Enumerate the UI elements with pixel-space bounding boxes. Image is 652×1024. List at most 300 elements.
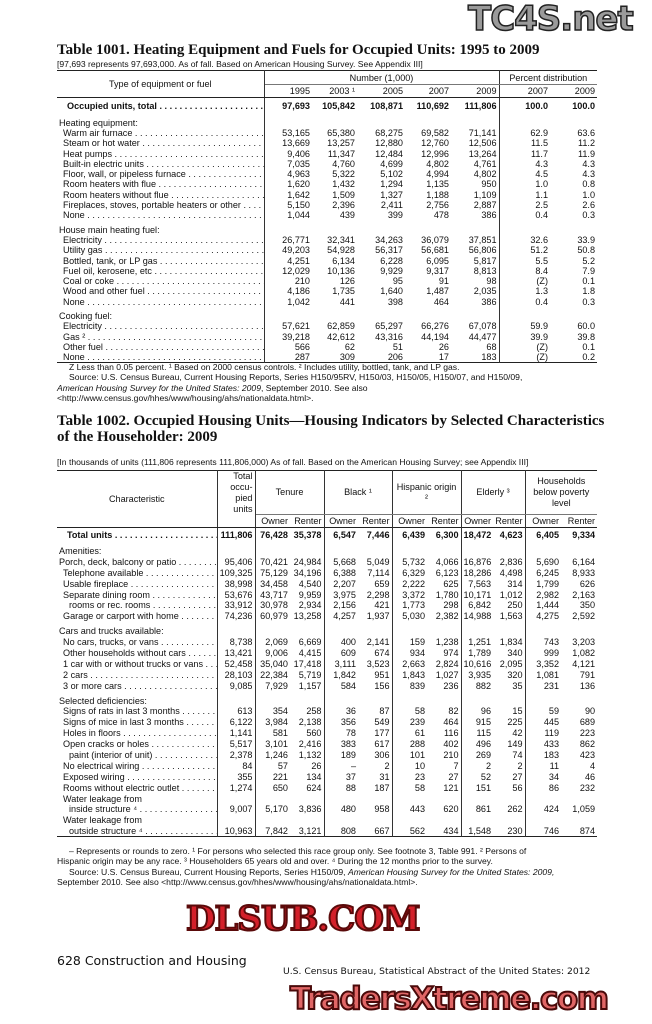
cell: 2,095 bbox=[493, 658, 525, 669]
cell: 974 bbox=[427, 648, 461, 659]
cell: 5,732 bbox=[402, 556, 426, 567]
cell: 71,141 bbox=[451, 128, 499, 138]
source-line: Source: U.S. Census Bureau, Current Housing Reports, Series H150/95RV, H150/03, H150/05, H150/07, and H150/09, bbox=[69, 372, 523, 383]
cell bbox=[392, 626, 427, 637]
cell: 386 bbox=[451, 210, 499, 220]
cell: 1.0 bbox=[582, 189, 596, 200]
cell: 3,372 bbox=[402, 589, 426, 600]
cell: 383 bbox=[340, 739, 356, 750]
cell bbox=[264, 118, 312, 128]
cell: 7,035 bbox=[287, 158, 310, 169]
cell: 10 bbox=[414, 760, 426, 771]
cell: 882 bbox=[475, 680, 492, 691]
row-label: None . . . bbox=[57, 352, 264, 363]
cell bbox=[493, 695, 525, 706]
cell bbox=[290, 546, 324, 557]
cell: 4,251 bbox=[287, 255, 310, 266]
cell bbox=[405, 311, 451, 321]
cell: 18,472 bbox=[463, 529, 492, 540]
cell: 433 bbox=[543, 739, 560, 750]
cell: 60.0 bbox=[577, 321, 596, 332]
column-group-number: Number (1,000) bbox=[264, 71, 499, 85]
cell: 4,066 bbox=[427, 556, 461, 567]
row-label: Open cracks or holes . . . bbox=[57, 739, 217, 750]
cell: 2,298 bbox=[358, 589, 392, 600]
cell: 398 bbox=[387, 296, 403, 307]
cell: (Z) bbox=[536, 276, 549, 287]
cell: 3,836 bbox=[290, 804, 324, 815]
cell: 97,693 bbox=[282, 100, 310, 111]
cell bbox=[499, 311, 550, 321]
table-row bbox=[57, 342, 597, 352]
cell: 134 bbox=[290, 771, 324, 782]
cell: 34,196 bbox=[290, 567, 324, 578]
source-title: American Housing Survey for the United States: 2009 bbox=[57, 382, 261, 393]
cell: 30,978 bbox=[260, 600, 288, 611]
source-line: September 2010. See also <http://www.census.gov/hhes/www/housing/ahs/nationaldata.html>. bbox=[57, 877, 418, 888]
row-label: 2 cars . . . bbox=[57, 669, 217, 680]
row-label: Total units . . . bbox=[57, 528, 217, 542]
cell: 560 bbox=[290, 728, 324, 739]
cell: 7 bbox=[427, 760, 461, 771]
cell: 98 bbox=[451, 276, 499, 286]
cell bbox=[405, 224, 451, 234]
cell: 16,876 bbox=[463, 556, 492, 567]
cell: 59.9 bbox=[530, 321, 549, 332]
table-row bbox=[57, 804, 597, 815]
cell: 10,171 bbox=[463, 589, 492, 600]
footnote: Hispanic origin may be any race. ³ Householders 65 years old and over. ⁴ During the 12 months prior to the survey. bbox=[57, 856, 493, 867]
cell: 65,380 bbox=[327, 127, 355, 138]
row-label: Fuel oil, kerosene, etc . . . bbox=[57, 266, 264, 276]
cell: 156 bbox=[358, 680, 392, 691]
cell bbox=[217, 626, 255, 637]
cell: 6,842 bbox=[468, 600, 492, 611]
cell: 2,887 bbox=[451, 200, 499, 210]
cell bbox=[358, 546, 392, 557]
cell bbox=[493, 793, 525, 804]
cell: 5,102 bbox=[380, 169, 403, 180]
cell: 10,963 bbox=[217, 826, 255, 837]
cell: 177 bbox=[358, 728, 392, 739]
cell: 2,035 bbox=[451, 286, 499, 296]
cell: 24,984 bbox=[290, 556, 324, 567]
year-header: 2009 bbox=[574, 86, 596, 96]
cell bbox=[525, 815, 561, 826]
cell bbox=[392, 546, 427, 557]
cell: 2.5 bbox=[535, 200, 549, 211]
cell: 2,411 bbox=[380, 200, 403, 211]
cell: 17,418 bbox=[290, 658, 324, 669]
cell: 23 bbox=[414, 771, 426, 782]
cell bbox=[499, 224, 550, 234]
cell bbox=[217, 815, 255, 826]
cell: 33.9 bbox=[577, 234, 596, 245]
cell: 56,681 bbox=[421, 245, 449, 256]
row-label: Room heaters without flue . . . bbox=[57, 190, 264, 200]
cell: 210 bbox=[294, 276, 310, 287]
cell: 15 bbox=[493, 706, 525, 717]
cell bbox=[358, 695, 392, 706]
cell bbox=[324, 815, 358, 826]
table-row bbox=[57, 190, 597, 200]
table-row bbox=[57, 98, 597, 114]
cell: 4,275 bbox=[536, 611, 560, 622]
cell: 402 bbox=[427, 739, 461, 750]
cell bbox=[461, 695, 493, 706]
cell: 6,123 bbox=[427, 567, 461, 578]
cell: 3,101 bbox=[265, 739, 288, 750]
cell: 5,817 bbox=[451, 255, 499, 265]
cell: 4,257 bbox=[333, 611, 356, 622]
column-group-header: Black ¹ bbox=[324, 471, 392, 515]
table-row bbox=[57, 793, 597, 804]
cell: 1,620 bbox=[287, 179, 310, 190]
cell: 5,170 bbox=[265, 804, 288, 815]
cell bbox=[324, 546, 358, 557]
cell: 223 bbox=[579, 728, 596, 739]
cell: 42,612 bbox=[327, 331, 355, 342]
cell: 5.2 bbox=[582, 255, 596, 266]
cell: 5.5 bbox=[535, 255, 549, 266]
column-group-header: Elderly ³ bbox=[461, 471, 525, 515]
cell: 14,988 bbox=[463, 611, 492, 622]
cell: 12,506 bbox=[451, 138, 499, 148]
cell: 2,382 bbox=[427, 611, 461, 622]
cell: 101 bbox=[409, 749, 426, 760]
year-header: 2005 bbox=[382, 86, 403, 96]
section-heading bbox=[57, 311, 597, 321]
cell: 613 bbox=[217, 706, 255, 717]
cell: 2,982 bbox=[536, 589, 560, 600]
cell: 386 bbox=[451, 297, 499, 307]
cell: 689 bbox=[579, 717, 596, 728]
row-label: Holes in floors . . . bbox=[57, 728, 217, 739]
cell: 581 bbox=[272, 728, 288, 739]
cell: 1,059 bbox=[572, 804, 596, 815]
table-row bbox=[57, 138, 597, 148]
row-label: None . . . bbox=[57, 297, 264, 307]
cell: 105,842 bbox=[322, 100, 355, 111]
cell: 183 bbox=[451, 352, 499, 363]
cell: 46 bbox=[584, 771, 596, 782]
cell bbox=[525, 546, 561, 557]
cell: 399 bbox=[387, 210, 403, 221]
cell: 808 bbox=[340, 825, 356, 836]
cell: 1,773 bbox=[402, 600, 426, 611]
cell: 75,129 bbox=[260, 567, 288, 578]
cell: 111,806 bbox=[217, 528, 255, 542]
row-label: Occupied units, total . . . bbox=[57, 98, 264, 114]
cell: 262 bbox=[493, 804, 525, 815]
cell: 1,789 bbox=[468, 647, 492, 658]
cell: 4,760 bbox=[332, 158, 355, 169]
table-row bbox=[57, 826, 597, 837]
row-label: Other households without cars . . . bbox=[57, 648, 217, 659]
cell: 4,994 bbox=[426, 169, 449, 180]
cell: 10,136 bbox=[327, 265, 355, 276]
year-header: 2007 bbox=[527, 86, 549, 96]
cell: 2,416 bbox=[290, 739, 324, 750]
footnote: – Represents or rounds to zero. ¹ For persons who selected this race group only. See footnote 3, Table 991. ² Persons of bbox=[69, 846, 527, 856]
cell: 1,238 bbox=[427, 637, 461, 648]
column-group-header: Tenure bbox=[255, 471, 324, 515]
cell: 4,623 bbox=[493, 528, 525, 542]
cell: 2,138 bbox=[290, 717, 324, 728]
cell: 464 bbox=[433, 296, 449, 307]
cell: 340 bbox=[493, 648, 525, 659]
row-label: inside structure ⁴ . . . bbox=[57, 804, 217, 815]
cell bbox=[324, 626, 358, 637]
cell: 1,294 bbox=[380, 179, 403, 190]
cell: 9,929 bbox=[380, 265, 403, 276]
cell: 1,246 bbox=[265, 749, 288, 760]
cell: 96 bbox=[480, 706, 492, 717]
table-1002 bbox=[57, 470, 597, 837]
cell: 1,843 bbox=[402, 669, 426, 680]
row-label: Utility gas . . . bbox=[57, 245, 264, 255]
cell: 624 bbox=[290, 782, 324, 793]
cell: 1,327 bbox=[380, 189, 403, 200]
cell: 1,082 bbox=[572, 647, 596, 658]
cell: 17 bbox=[438, 352, 449, 363]
cell: 110,692 bbox=[416, 100, 449, 111]
cell bbox=[357, 118, 405, 128]
cell: 4,963 bbox=[287, 169, 310, 180]
table-row bbox=[57, 658, 597, 669]
row-label: Water leakage from bbox=[57, 793, 217, 804]
cell: 7,446 bbox=[358, 528, 392, 542]
cell: 12,760 bbox=[421, 138, 449, 149]
renter-header: Renter bbox=[290, 515, 324, 528]
cell: 236 bbox=[427, 680, 461, 691]
cell: 496 bbox=[475, 739, 492, 750]
owner-header: Owner bbox=[464, 516, 492, 526]
row-label: None . . . bbox=[57, 210, 264, 220]
cell bbox=[427, 815, 461, 826]
cell: 67,078 bbox=[451, 321, 499, 331]
table-row bbox=[57, 680, 597, 691]
cell: 2,069 bbox=[265, 637, 288, 648]
cell bbox=[493, 815, 525, 826]
cell: 32.6 bbox=[530, 234, 549, 245]
cell: 625 bbox=[427, 578, 461, 589]
cell: 32,341 bbox=[327, 234, 355, 245]
cell: 70,421 bbox=[260, 556, 288, 567]
cell: 3,121 bbox=[290, 826, 324, 837]
cell: 74,236 bbox=[217, 611, 255, 622]
cell: 620 bbox=[427, 804, 461, 815]
cell: 60,979 bbox=[260, 611, 288, 622]
cell: 6,329 bbox=[402, 567, 426, 578]
cell: 562 bbox=[409, 825, 426, 836]
cell: 86 bbox=[548, 782, 560, 793]
cell: 1,642 bbox=[287, 189, 310, 200]
table-row bbox=[57, 611, 597, 622]
table-row bbox=[57, 245, 597, 255]
cell: 2,156 bbox=[333, 600, 356, 611]
cell: 54,928 bbox=[327, 245, 355, 256]
row-label: Wood and other fuel . . . bbox=[57, 286, 264, 296]
cell bbox=[312, 311, 357, 321]
page-footer-right: U.S. Census Bureau, Statistical Abstract of the United States: 2012 bbox=[283, 966, 591, 977]
cell bbox=[392, 815, 427, 826]
cell: 8.4 bbox=[535, 265, 549, 276]
cell bbox=[525, 695, 561, 706]
cell: 6,547 bbox=[333, 529, 356, 540]
row-label: Electricity . . . bbox=[57, 321, 264, 331]
cell: 7.9 bbox=[582, 265, 596, 276]
cell: 189 bbox=[340, 749, 356, 760]
cell: 320 bbox=[493, 669, 525, 680]
cell: 27 bbox=[493, 771, 525, 782]
row-label: Cars and trucks available: bbox=[57, 626, 217, 637]
cell: 1.8 bbox=[582, 286, 596, 297]
cell: 609 bbox=[340, 647, 356, 658]
cell bbox=[255, 626, 290, 637]
cell: 650 bbox=[272, 782, 288, 793]
cell: 34,263 bbox=[375, 234, 403, 245]
renter-header: Renter bbox=[358, 515, 392, 528]
cell: 1.3 bbox=[535, 286, 549, 297]
cell: 314 bbox=[493, 578, 525, 589]
section-heading bbox=[57, 695, 597, 706]
cell: 2,824 bbox=[427, 658, 461, 669]
cell: 2,934 bbox=[290, 600, 324, 611]
row-label: paint (interior of unit) . . . bbox=[57, 750, 217, 761]
cell bbox=[451, 118, 499, 128]
cell: 2 bbox=[485, 760, 492, 771]
table-row bbox=[57, 589, 597, 600]
cell: 95,406 bbox=[217, 556, 255, 567]
cell: 62,859 bbox=[327, 321, 355, 332]
cell: 206 bbox=[387, 352, 403, 363]
column-header-total: Total occu- pied units bbox=[217, 471, 255, 528]
cell: 34,458 bbox=[260, 578, 288, 589]
cell: 119 bbox=[544, 728, 560, 739]
cell: 4,802 bbox=[451, 169, 499, 179]
row-label: Other fuel . . . bbox=[57, 342, 264, 352]
cell: 37 bbox=[345, 771, 356, 782]
cell: 958 bbox=[358, 804, 392, 815]
cell: 13,264 bbox=[451, 148, 499, 158]
cell bbox=[461, 546, 493, 557]
row-label: Selected deficiencies: bbox=[57, 695, 217, 706]
cell: 2,592 bbox=[572, 611, 596, 622]
cell bbox=[493, 546, 525, 557]
cell: 1,735 bbox=[332, 286, 355, 297]
cell: 26 bbox=[290, 760, 324, 771]
cell bbox=[290, 695, 324, 706]
cell: 61 bbox=[414, 728, 426, 739]
cell bbox=[312, 224, 357, 234]
cell: 58 bbox=[414, 782, 426, 793]
cell: 0.4 bbox=[535, 210, 549, 221]
cell: 9,406 bbox=[287, 148, 310, 159]
cell: 0.8 bbox=[582, 179, 596, 190]
cell: 617 bbox=[358, 739, 392, 750]
cell: 2,163 bbox=[572, 589, 596, 600]
cell: 11.7 bbox=[530, 148, 549, 159]
renter-header: Renter bbox=[427, 515, 461, 528]
table-row bbox=[57, 128, 597, 138]
cell: 187 bbox=[358, 782, 392, 793]
cell: 27 bbox=[427, 771, 461, 782]
cell: 12,996 bbox=[421, 148, 449, 159]
cell: 1,109 bbox=[451, 190, 499, 200]
cell: 464 bbox=[427, 717, 461, 728]
cell: 915 bbox=[475, 717, 492, 728]
cell: 57 bbox=[277, 760, 288, 771]
cell: 7,929 bbox=[265, 680, 288, 691]
cell bbox=[525, 626, 561, 637]
row-label: Water leakage from bbox=[57, 815, 217, 826]
cell: 36 bbox=[345, 706, 356, 717]
table-row bbox=[57, 148, 597, 158]
cell: 288 bbox=[409, 739, 426, 750]
cell bbox=[451, 224, 499, 234]
table-row bbox=[57, 528, 597, 542]
cell: 6,245 bbox=[536, 567, 560, 578]
cell bbox=[255, 695, 290, 706]
cell: 746 bbox=[543, 825, 560, 836]
cell: 421 bbox=[358, 600, 392, 611]
cell: 4,802 bbox=[426, 158, 449, 169]
cell: 52,458 bbox=[217, 658, 255, 669]
watermark-top: TC4S.net bbox=[468, 0, 633, 39]
cell: 4,186 bbox=[287, 286, 310, 297]
cell: 2 bbox=[493, 760, 525, 771]
renter-header: Renter bbox=[567, 516, 596, 526]
cell: 11.2 bbox=[577, 138, 596, 149]
cell bbox=[217, 546, 255, 557]
column-group-header: Households below poverty level bbox=[525, 471, 597, 515]
table-1001 bbox=[57, 70, 597, 363]
table-row bbox=[57, 728, 597, 739]
cell bbox=[461, 815, 493, 826]
table-row bbox=[57, 750, 597, 761]
cell: 400 bbox=[340, 637, 356, 648]
cell: 1,432 bbox=[332, 179, 355, 190]
cell: 4,540 bbox=[290, 578, 324, 589]
table-row bbox=[57, 760, 597, 771]
cell: 1,780 bbox=[427, 589, 461, 600]
cell: 1,509 bbox=[332, 189, 355, 200]
cell: 6,164 bbox=[572, 556, 596, 567]
cell: 309 bbox=[339, 352, 355, 363]
cell: 56 bbox=[493, 782, 525, 793]
cell: 22,384 bbox=[260, 669, 288, 680]
cell: 39.9 bbox=[530, 331, 549, 342]
cell: 39.8 bbox=[577, 331, 596, 342]
cell: 3,203 bbox=[572, 637, 596, 648]
cell: 231 bbox=[543, 680, 560, 691]
cell: 862 bbox=[579, 739, 596, 750]
page-footer-left: 628 Construction and Housing bbox=[57, 953, 247, 968]
cell: 232 bbox=[579, 782, 596, 793]
cell: 11.9 bbox=[577, 148, 596, 159]
row-label: Amenities: bbox=[57, 546, 217, 557]
cell: 1.1 bbox=[535, 189, 549, 200]
cell: 0.3 bbox=[582, 296, 596, 307]
cell: 43,717 bbox=[260, 589, 288, 600]
cell: 423 bbox=[579, 749, 596, 760]
table-row bbox=[57, 600, 597, 611]
cell: 12,484 bbox=[375, 148, 403, 159]
table-row bbox=[57, 669, 597, 680]
cell bbox=[493, 626, 525, 637]
row-label: Electricity . . . bbox=[57, 235, 264, 245]
